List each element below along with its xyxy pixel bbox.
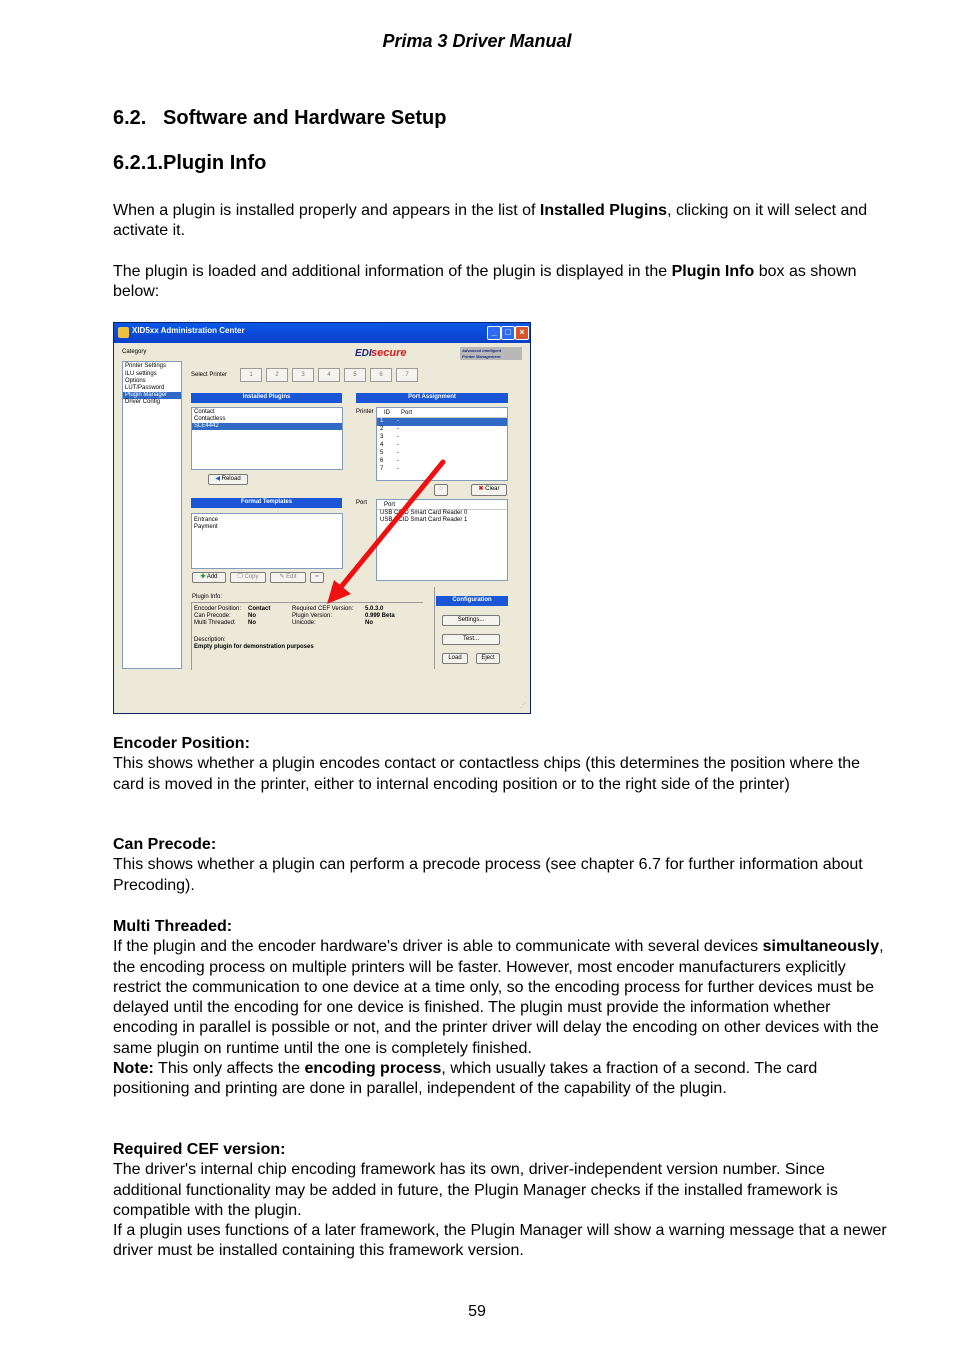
template-item[interactable]: Entrance [194, 517, 219, 523]
printer-tab[interactable]: 2 [266, 368, 288, 382]
resize-grip-icon[interactable]: ⋰ [520, 703, 526, 709]
annotation-arrow [113, 322, 531, 714]
multi-threaded-label: Multi Threaded: [194, 620, 236, 626]
multi-threaded-section [113, 917, 893, 1100]
maximize-icon[interactable]: □ [501, 326, 515, 340]
category-label: Category [122, 349, 147, 355]
edisecure-logo: EDI secure Advanced Intelligent Printer Management [354, 347, 524, 362]
settings-button[interactable]: Settings... [442, 615, 500, 626]
table-row[interactable]: 7 - [380, 466, 399, 472]
multi-threaded-title: Multi Threaded: [113, 918, 233, 935]
add-button[interactable]: ✚ Add [192, 572, 226, 583]
category-item[interactable]: LUT/Password [125, 385, 165, 391]
printer-tab[interactable]: 1 [240, 368, 262, 382]
column-header-port: Port [377, 500, 507, 510]
close-icon[interactable]: × [515, 326, 529, 340]
port-item[interactable]: USB CCID Smart Card Reader 1 [380, 517, 468, 523]
template-item[interactable]: Payment [194, 524, 218, 530]
required-cef-title: Required CEF version: [113, 1141, 286, 1158]
arrow-head [327, 580, 351, 604]
plugin-version-label: Plugin Version: [292, 613, 333, 619]
printer-tab[interactable]: 5 [344, 368, 366, 382]
plugin-item[interactable]: Contactless [194, 416, 226, 422]
select-printer-label: Select Printer [191, 372, 228, 378]
category-item-selected[interactable]: Plugin Manager [123, 392, 181, 399]
category-item[interactable]: ILU settings [125, 371, 157, 377]
column-header-id: ID [384, 410, 390, 416]
subsection-title: 6.2.1.Plugin Info [113, 152, 267, 174]
category-item[interactable]: Driver Config [125, 399, 161, 405]
copy-button[interactable]: ❐ Copy [230, 572, 266, 583]
plus-icon: ✚ [200, 574, 206, 580]
minus-icon: ━ [315, 574, 319, 580]
test-button[interactable]: Test... [442, 634, 500, 645]
clear-button[interactable]: ✖ Clear [471, 484, 507, 496]
required-cef-label: Required CEF Version: [292, 606, 354, 612]
load-button[interactable]: Load [442, 653, 468, 664]
reload-icon: ◀ [215, 476, 220, 482]
required-cef-value: 5.0.3.0 [365, 606, 384, 612]
unicode-label: Unicode: [292, 620, 316, 626]
intro-paragraph-1: When a plugin is installed properly and appears in the list of Installed Plugins, clicking on it will select and activate it. [113, 202, 868, 240]
plugin-item-selected[interactable]: SLE4442 [192, 423, 342, 430]
table-row[interactable]: 1 - [377, 418, 507, 426]
printer-tab[interactable]: 7 [396, 368, 418, 382]
reload-button[interactable]: ◀ Reload [208, 474, 248, 485]
can-precode-text: This shows whether a plugin can perform a precode process (see chapter 6.7 for further information about Precoding). [113, 856, 863, 894]
configuration-header: Configuration [436, 596, 508, 606]
can-precode-value: No [248, 613, 256, 619]
window-title: XID5xx Administration Center [132, 326, 245, 335]
unicode-value: No [365, 620, 373, 626]
printer-label: Printer [356, 409, 374, 415]
multi-threaded-value: No [248, 620, 256, 626]
plugin-version-value: 0.999 Beta [365, 613, 395, 619]
plugin-item[interactable]: Contact [194, 409, 215, 415]
arrow-shaft [341, 462, 443, 587]
edit-icon: ✎ [279, 574, 285, 580]
category-item[interactable]: Printer Settings [125, 363, 167, 369]
column-header-port: Port [401, 410, 413, 416]
encoder-position-text: This shows whether a plugin encodes contact or contactless chips (this determines the position where the card is moved in the printer, either to internal encoding position or to the right side of the printer) [113, 755, 861, 793]
copy-icon: ❐ [237, 574, 243, 580]
can-precode-section [113, 835, 893, 896]
encoder-position-title: Encoder Position: [113, 735, 250, 752]
encoder-position-value: Contact [248, 606, 271, 612]
required-cef-text-2: If a plugin uses functions of a later framework, the Plugin Manager will show a warning message that a newer driver must be installed containing this framework version. [113, 1222, 887, 1260]
port-assignment-header: Port Assignment [356, 393, 508, 403]
format-templates-header: Format Templates [191, 498, 342, 508]
category-item[interactable]: Options [125, 378, 146, 384]
can-precode-label: Can Precode: [194, 613, 231, 619]
port-label: Port [356, 500, 368, 506]
installed-plugins-header: Installed Plugins [191, 393, 342, 403]
printer-tab[interactable]: 6 [370, 368, 392, 382]
table-row[interactable]: 4 - [380, 442, 399, 448]
edit-button[interactable]: ✎ Edit [270, 572, 306, 583]
page-number: 59 [468, 1303, 486, 1320]
multi-threaded-note: Note: This only affects the encoding process, which usually takes a fraction of a second. The card positioning and printing are done in parallel, independent of the capability of the plugin. [113, 1060, 818, 1098]
table-row[interactable]: 6 - [380, 458, 399, 464]
plugin-info-label: Plugin Info: [192, 594, 223, 600]
required-cef-section [113, 1140, 893, 1262]
bulb-icon: ◌ [439, 486, 443, 492]
table-row[interactable]: 5 - [380, 450, 399, 456]
encoder-position-label: Encoder Position: [194, 606, 242, 612]
printer-tab[interactable]: 3 [292, 368, 314, 382]
intro-paragraph-2: The plugin is loaded and additional information of the plugin is displayed in the Plugin Info box as shown below: [113, 263, 857, 301]
can-precode-title: Can Precode: [113, 836, 217, 853]
eject-button[interactable]: Eject [476, 653, 500, 664]
description-label: Description: [194, 637, 226, 643]
section-title: 6.2. Software and Hardware Setup [113, 107, 447, 129]
page-header: Prima 3 Driver Manual [382, 31, 572, 51]
required-cef-text-1: The driver's internal chip encoding framework has its own, driver-independent version number. Since additional functionality may be added in future, the Plugin Manager checks if the installed framework is compatible with the plugin. [113, 1161, 838, 1219]
port-item[interactable]: USB CCID Smart Card Reader 0 [380, 510, 468, 516]
minimize-icon[interactable]: _ [487, 326, 501, 340]
description-value: Empty plugin for demonstration purposes [194, 644, 314, 650]
table-row[interactable]: 2 - [380, 426, 399, 432]
printer-tab[interactable]: 4 [318, 368, 340, 382]
multi-threaded-text: If the plugin and the encoder hardware's driver is able to communicate with several devices simultaneously, the encoding process on multiple printers will be faster. However, most encoder manufacturers explicitly restrict the communication to one device at a time only, so the encoding process for further devices must be delayed until the encoding for one device is finished. The plugin must provide the information whether encoding in parallel is possible or not, and the printer driver will delay the encoding on other devices with the same plugin on runtime until the one is completely finished. [113, 938, 884, 1057]
table-row[interactable]: 3 - [380, 434, 399, 440]
encoder-position-section [113, 734, 893, 795]
clear-icon: ✖ [478, 486, 484, 492]
